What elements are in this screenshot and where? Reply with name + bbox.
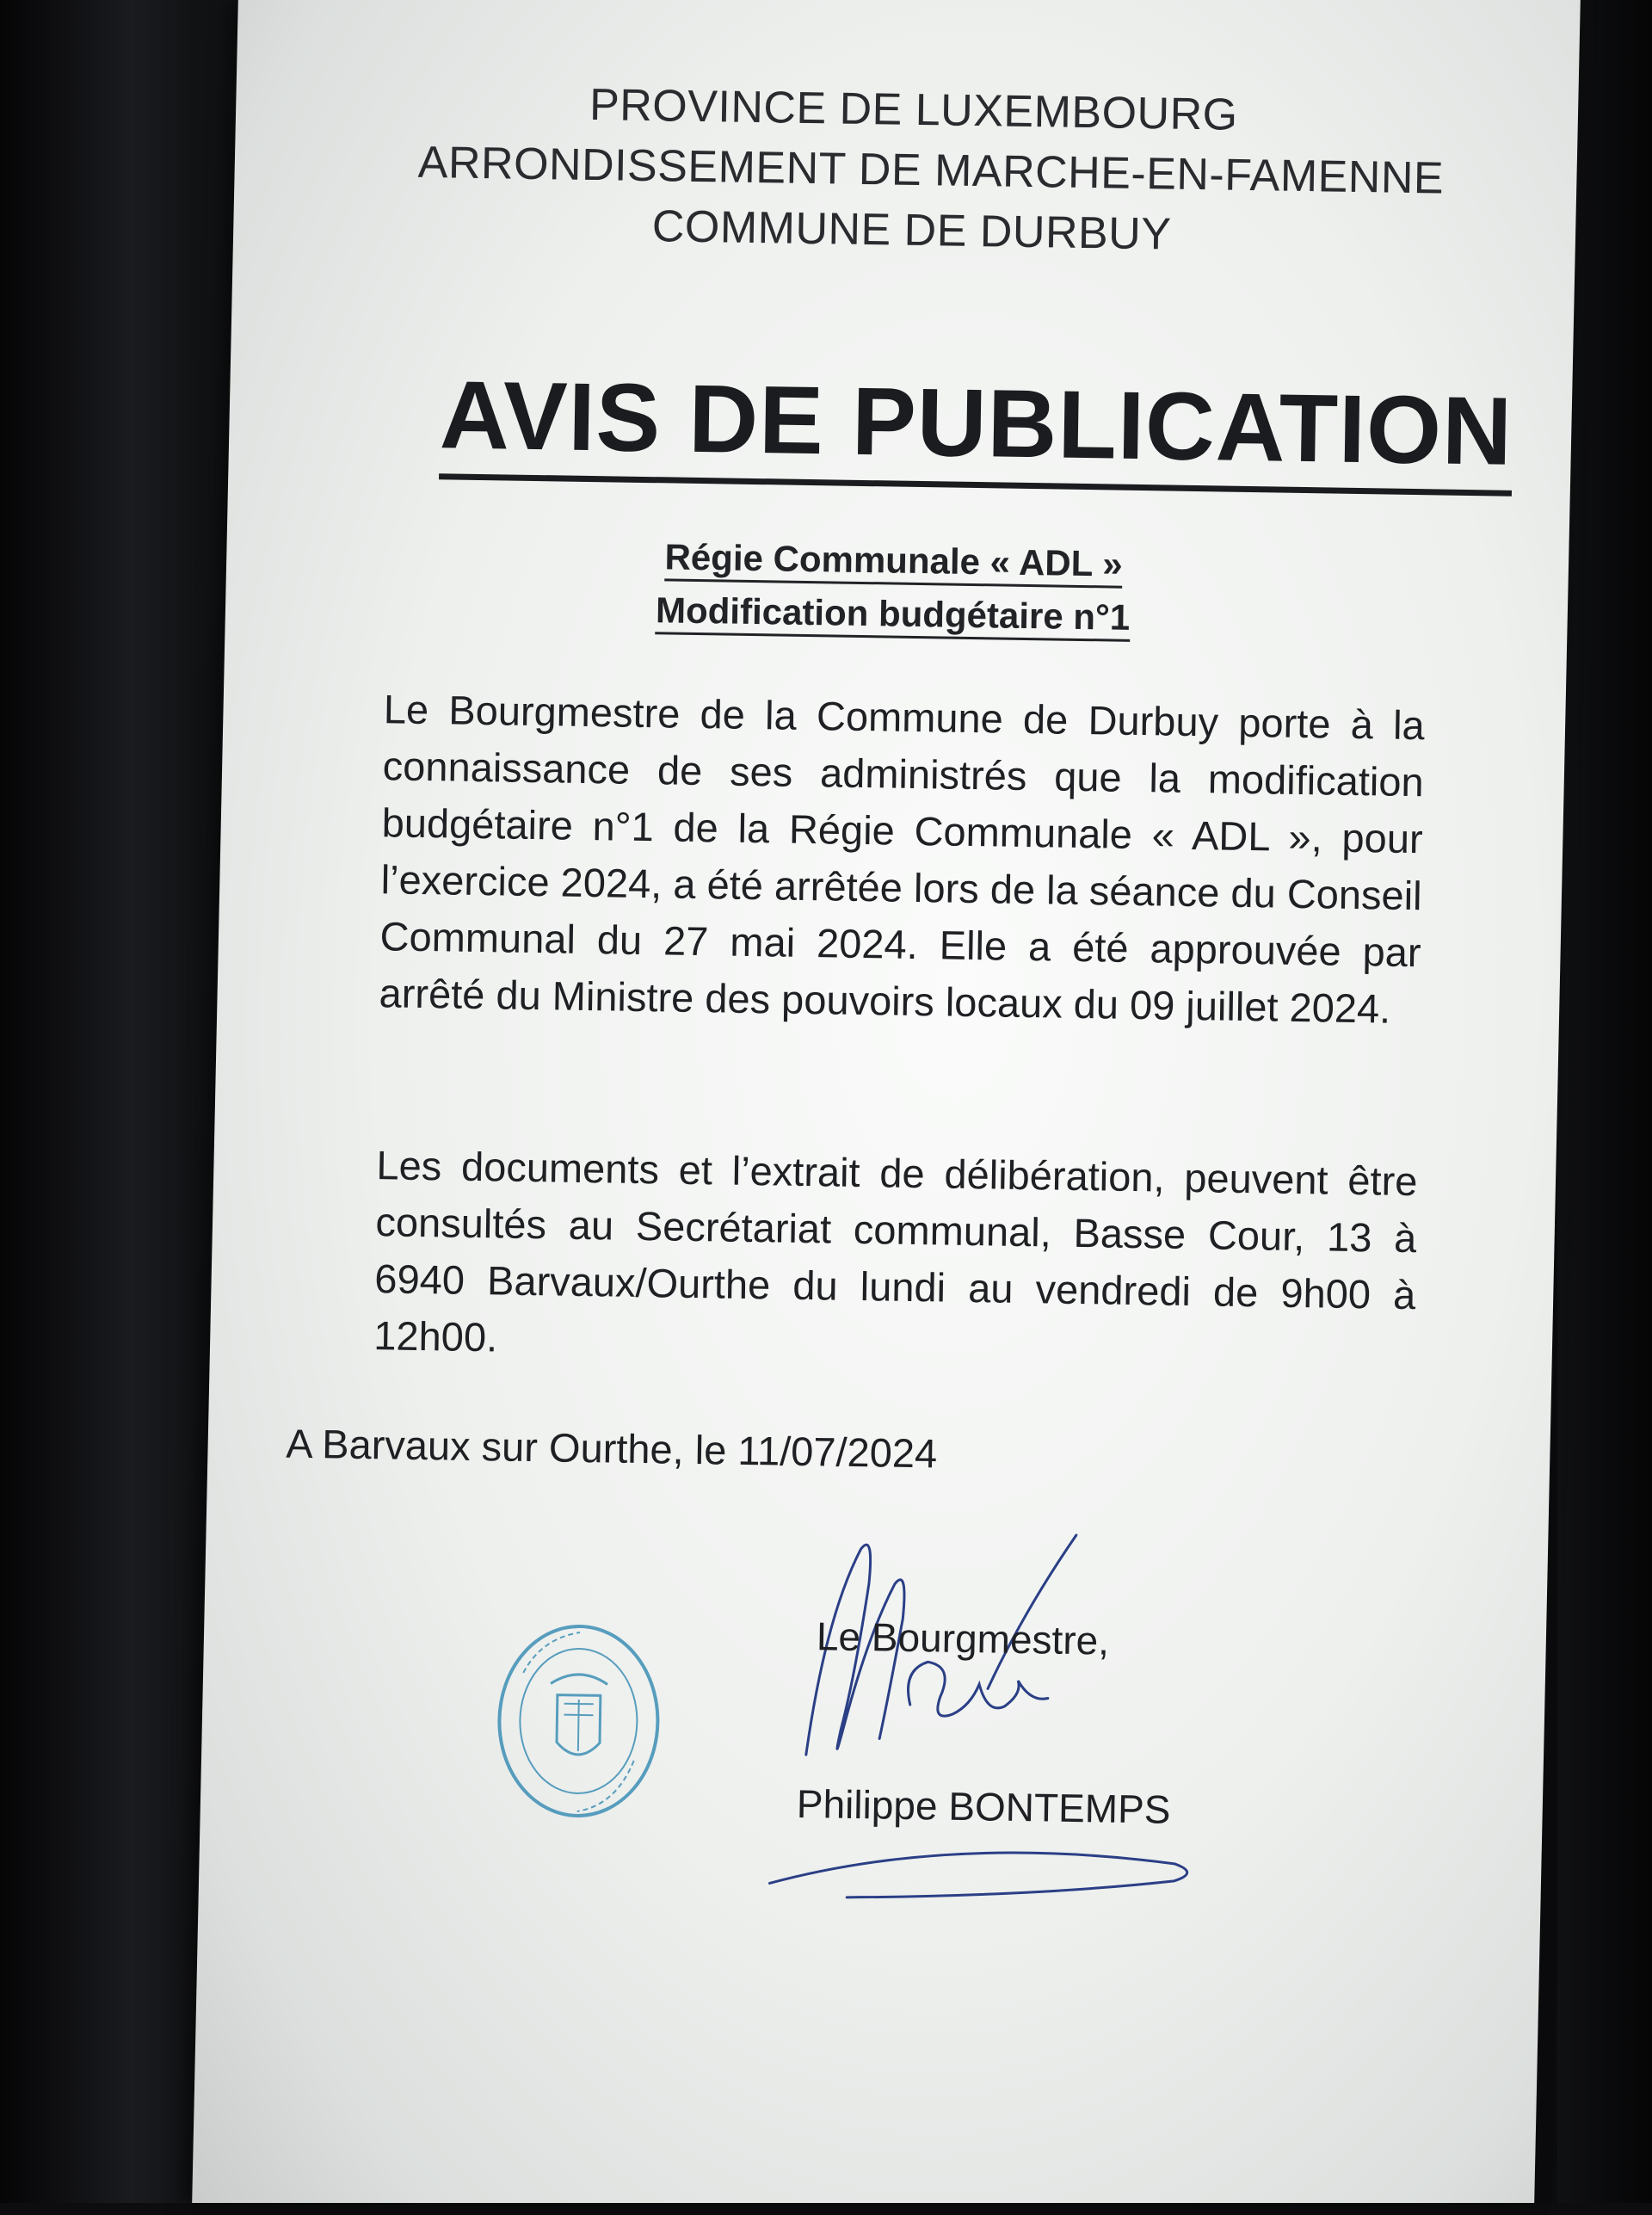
commune-seal-stamp (486, 1612, 670, 1829)
signature-stroke-2 (908, 1662, 1048, 1718)
signature-underline (769, 1848, 1187, 1903)
body-paragraph-1: Le Bourgmestre de la Commune de Durbuy porte à la connaissance de ses administrés que la modification budgétaire n°1 de la Régie Communale « ADL », pour l’exercice 2024, a été arrêtée lors de la séance du Conseil Communal du 27 mai 2024. Elle a été approuvée par arrêté du Ministre des pouvoirs locaux du 09 juillet 2024. (379, 686, 1426, 1032)
notice-title-text: AVIS DE PUBLICATION (439, 361, 1513, 497)
header-province: PROVINCE DE LUXEMBOURG (589, 79, 1239, 140)
seal-lettering-arc-top (523, 1632, 580, 1674)
body-paragraph-2: Les documents et l’extrait de délibération, peuvent être consultés au Secrétariat communal, Basse Cour, 13 à 6940 Barvaux/Ourthe du lundi au vendredi de 9h00 à 12h00. (373, 1142, 1418, 1360)
bourgmestre-signature (692, 1512, 1231, 1916)
seal-crown-icon (551, 1674, 607, 1684)
signatory-role: Le Bourgmestre, (816, 1613, 1110, 1663)
signature-stroke-3 (988, 1533, 1076, 1690)
seal-lettering-arc-bottom (577, 1760, 634, 1812)
header-commune: COMMUNE DE DURBUY (651, 201, 1172, 260)
header-arrondissement: ARRONDISSEMENT DE MARCHE-EN-FAMENNE (417, 137, 1445, 204)
seal-shield-detail (564, 1700, 594, 1752)
subtitle-regie: Régie Communale « ADL » (664, 536, 1123, 588)
subtitle-modification: Modification budgétaire n°1 (656, 589, 1131, 642)
notice-title (439, 359, 1513, 485)
place-date: A Barvaux sur Ourthe, le 11/07/2024 (286, 1420, 938, 1477)
document-header (416, 72, 1445, 268)
notice-subtitle (591, 529, 1195, 645)
signatory-name: Philippe BONTEMPS (796, 1780, 1171, 1832)
